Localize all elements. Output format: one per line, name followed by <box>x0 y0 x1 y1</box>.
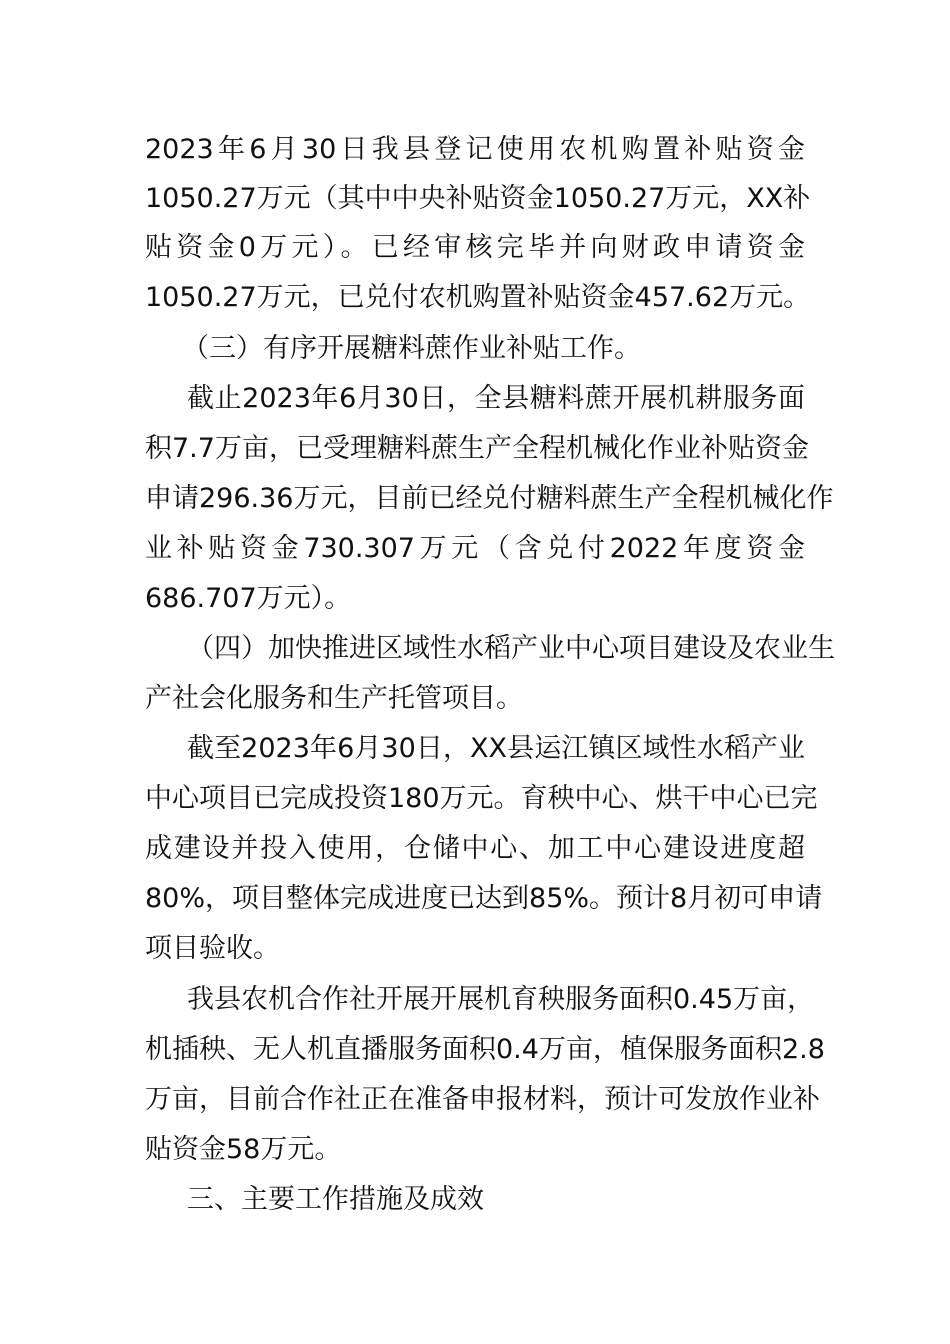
section-heading-main: 三、主要工作措施及成效 <box>187 1184 484 1215</box>
text-line: 2023年6月30日我县登记使用农机购置补贴资金 <box>145 134 805 165</box>
text-line: 成建设并投入使用，仓储中心、加工中心建设进度超 <box>145 833 805 864</box>
section-heading-4-cont: 产社会化服务和生产托管项目。 <box>145 683 523 714</box>
text-line: 申请296.36万元，目前已经兑付糖料蔗生产全程机械化作 <box>145 483 834 514</box>
text-line: 万亩，目前合作社正在准备申报材料，预计可发放作业补 <box>145 1084 820 1115</box>
text-line: 1050.27万元，已兑付农机购置补贴资金457.62万元。 <box>145 282 811 313</box>
text-line: 业补贴资金730.307万元（含兑付2022年度资金 <box>145 533 805 564</box>
text-line: 我县农机合作社开展开展机育秧服务面积0.45万亩， <box>187 984 815 1015</box>
text-line: 机插秧、无人机直播服务面积0.4万亩，植保服务面积2.8 <box>145 1034 825 1065</box>
text-line: 686.707万元）。 <box>145 583 352 614</box>
text-line: 贴资金0万元）。已经审核完毕并向财政申请资金 <box>145 232 805 263</box>
text-line: 截至2023年6月30日，XX县运江镇区域性水稻产业 <box>187 733 805 764</box>
section-heading-3: （三）有序开展糖料蔗作业补贴工作。 <box>182 333 641 364</box>
text-line: 积7.7万亩，已受理糖料蔗生产全程机械化作业补贴资金 <box>145 433 809 464</box>
section-heading-4: （四）加快推进区域性水稻产业中心项目建设及农业生 <box>187 633 835 664</box>
text-line: 项目验收。 <box>145 933 280 964</box>
text-line: 截止2023年6月30日，全县糖料蔗开展机耕服务面 <box>187 383 805 414</box>
text-line: 贴资金58万元。 <box>145 1134 342 1165</box>
text-line: 中心项目已完成投资180万元。育秧中心、烘干中心已完 <box>145 783 818 814</box>
text-line: 80%，项目整体完成进度已达到85%。预计8月初可申请 <box>145 883 823 914</box>
text-line: 1050.27万元（其中中央补贴资金1050.27万元，XX补 <box>145 183 811 214</box>
